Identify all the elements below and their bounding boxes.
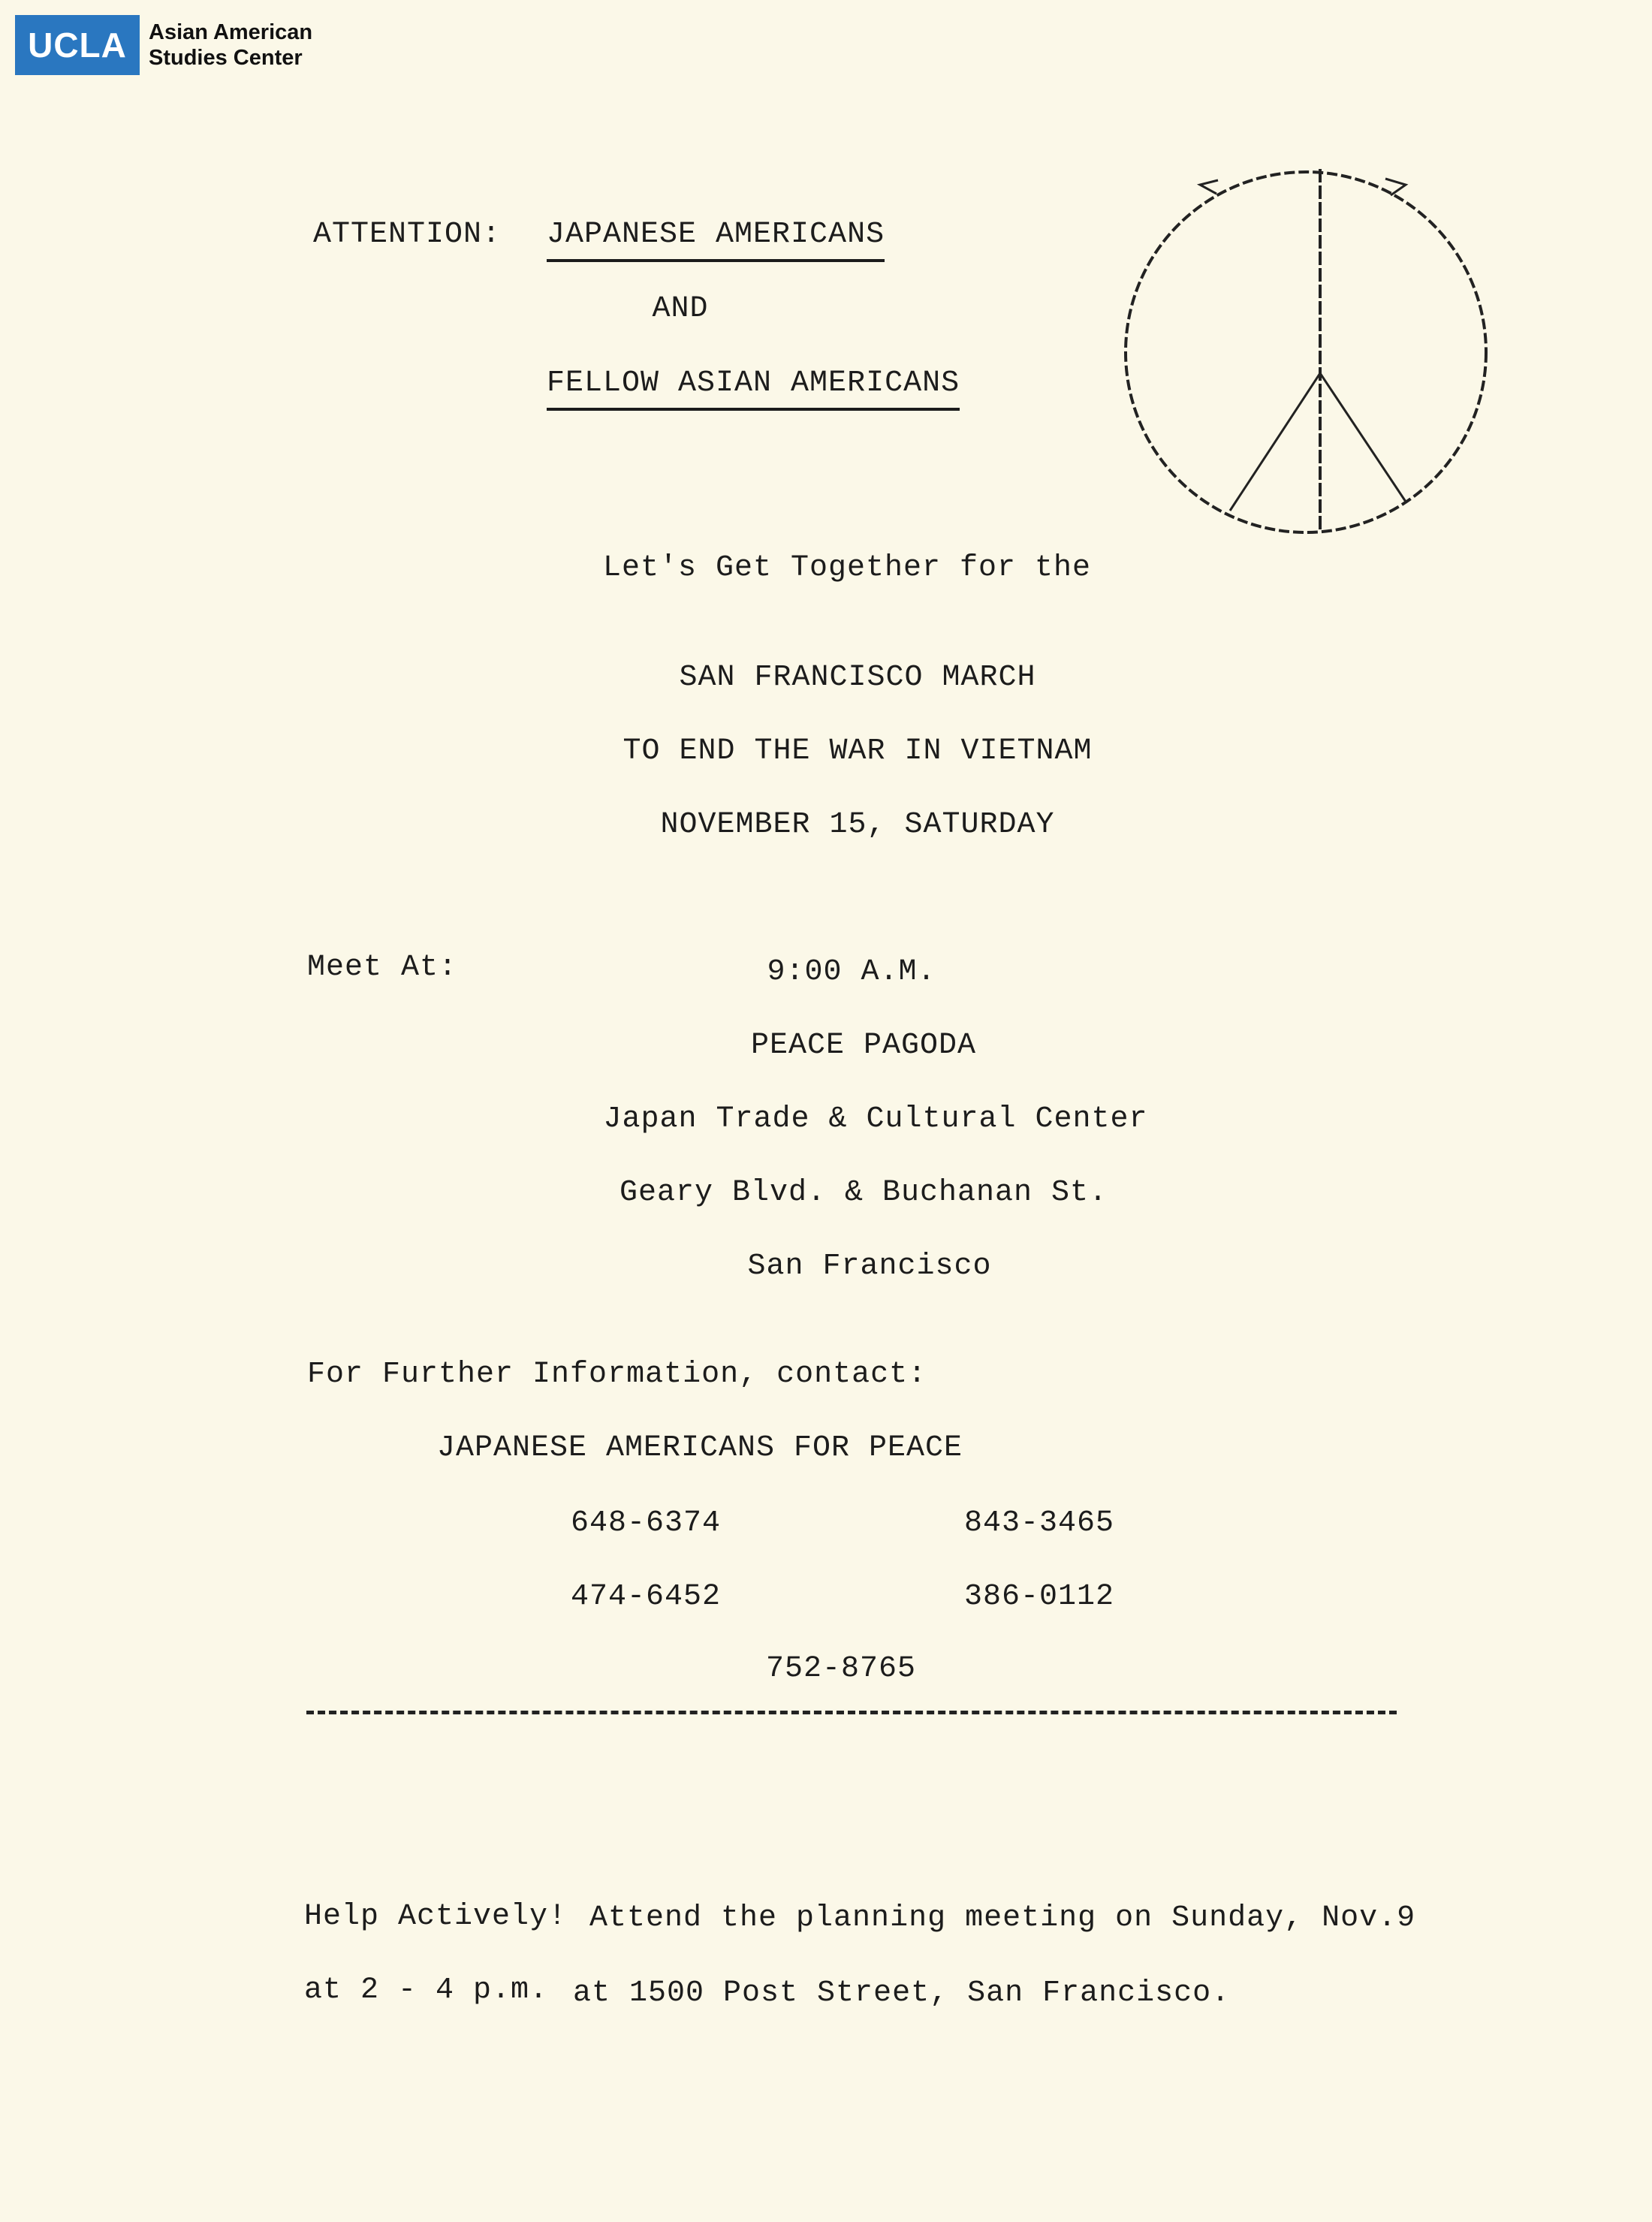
logo-mark: UCLA <box>15 15 140 75</box>
meet-city: San Francisco <box>747 1250 992 1283</box>
event-date: NOVEMBER 15, SATURDAY <box>660 808 1055 842</box>
footer-help: Help Actively! <box>304 1900 568 1934</box>
footer-address: at 1500 Post Street, San Francisco. <box>573 1976 1231 2010</box>
meet-place: PEACE PAGODA <box>750 1029 977 1063</box>
peace-sign-icon <box>1111 158 1502 548</box>
meet-label: Meet At: <box>307 951 458 984</box>
contact-phone-1: 648-6374 <box>570 1506 722 1540</box>
cut-line-divider <box>306 1711 1397 1714</box>
contact-phone-3: 474-6452 <box>570 1580 722 1614</box>
audience-line-1: JAPANESE AMERICANS <box>547 218 885 262</box>
logo-line-1: Asian American <box>149 20 313 44</box>
contact-phone-4: 386-0112 <box>963 1580 1115 1614</box>
attention-label: ATTENTION: <box>313 218 502 252</box>
logo-line-2: Studies Center <box>149 46 303 70</box>
event-title-1: SAN FRANCISCO MARCH <box>679 661 1036 695</box>
footer-meeting: Attend the planning meeting on Sunday, Nov.9 <box>589 1901 1416 1935</box>
contact-org: JAPANESE AMERICANS FOR PEACE <box>436 1431 963 1465</box>
logo-text <box>149 20 312 71</box>
meet-time: 9:00 A.M. <box>767 955 936 989</box>
event-title-2: TO END THE WAR IN VIETNAM <box>623 734 1093 768</box>
audience-line-2: FELLOW ASIAN AMERICANS <box>547 366 960 411</box>
meet-venue: Japan Trade & Cultural Center <box>603 1102 1148 1136</box>
event-intro: Let's Get Together for the <box>602 551 1092 585</box>
footer-time: at 2 - 4 p.m. <box>304 1973 549 2007</box>
ucla-aasc-logo <box>15 15 312 75</box>
contact-phone-5: 752-8765 <box>765 1652 917 1686</box>
audience-and: AND <box>652 292 709 326</box>
contact-label: For Further Information, contact: <box>307 1358 927 1391</box>
contact-phone-2: 843-3465 <box>963 1506 1115 1540</box>
meet-street: Geary Blvd. & Buchanan St. <box>619 1176 1108 1210</box>
